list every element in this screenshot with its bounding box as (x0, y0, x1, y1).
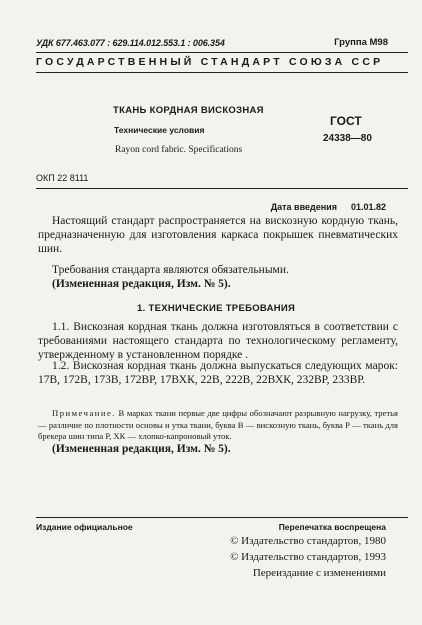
reprint-forbidden: Перепечатка воспрещена (278, 522, 386, 532)
clause-1-1: 1.1. Вискозная кордная ткань должна изготовляться в соответствии с требованиями настоящего стандарта по технологическому регламенту, утвержденному в установленном порядке . (38, 321, 398, 361)
reissue-note: Переиздание с изменениями (252, 567, 386, 579)
section-amendment: (Измененная редакция, Изм. № 5). (52, 443, 231, 455)
official-edition: Издание официальное (36, 522, 133, 532)
okp-rule (36, 188, 408, 189)
gost-label: ГОСТ (330, 114, 362, 128)
standard-type: ГОСУДАРСТВЕННЫЙ СТАНДАРТ СОЮЗА ССР (36, 56, 384, 68)
date-label: Дата введения (270, 202, 337, 212)
header-rule-bottom (36, 72, 408, 73)
header-rule-top (36, 52, 408, 53)
document-title: ТКАНЬ КОРДНАЯ ВИСКОЗНАЯ (113, 105, 264, 116)
note-text: В марках ткани первые две цифры обозначают разрывную нагрузку, третья — различие по плотности основы и утка ткани, буква В — вискозную ткань, буква Р — ткань для брекера шин типа Р, ХК — хлопко-капроновый уток. (38, 408, 399, 441)
group-code: Группа М98 (334, 37, 388, 48)
udk-code: УДК 677.463.077 : 629.114.012.553.1 : 006.354 (36, 38, 225, 48)
section-heading: 1. ТЕХНИЧЕСКИЕ ТРЕБОВАНИЯ (137, 303, 296, 314)
intro-paragraph: Настоящий стандарт распространяется на вискозную кордную ткань, предназначенную для изготовления каркаса покрышек пневматических шин. (38, 215, 398, 255)
gost-number: 24338—80 (323, 133, 372, 144)
english-title: Rayon cord fabric. Specifications (115, 145, 243, 155)
okp-code: ОКП 22 8111 (36, 173, 89, 183)
footer-rule (36, 517, 408, 518)
copyright-1980: © Издательство стандартов, 1980 (230, 535, 386, 547)
clause-1-2: 1.2. Вискозная кордная ткань должна выпускаться следующих марок: 17В, 172В, 173В, 172ВР, 17ВХК, 22В, 222В, 22ВХК, 232ВР, 233ВР. (38, 360, 398, 386)
note-paragraph (38, 408, 398, 443)
intro-amendment: (Измененная редакция, Изм. № 5). (52, 278, 231, 290)
note-label: Примечание. (52, 408, 116, 418)
copyright-1993: © Издательство стандартов, 1993 (230, 551, 386, 563)
document-subtitle: Технические условия (114, 125, 205, 135)
mandatory-requirements: Требования стандарта являются обязательными. (52, 264, 289, 276)
date-introduction (271, 202, 386, 212)
date-value: 01.01.82 (350, 202, 386, 212)
